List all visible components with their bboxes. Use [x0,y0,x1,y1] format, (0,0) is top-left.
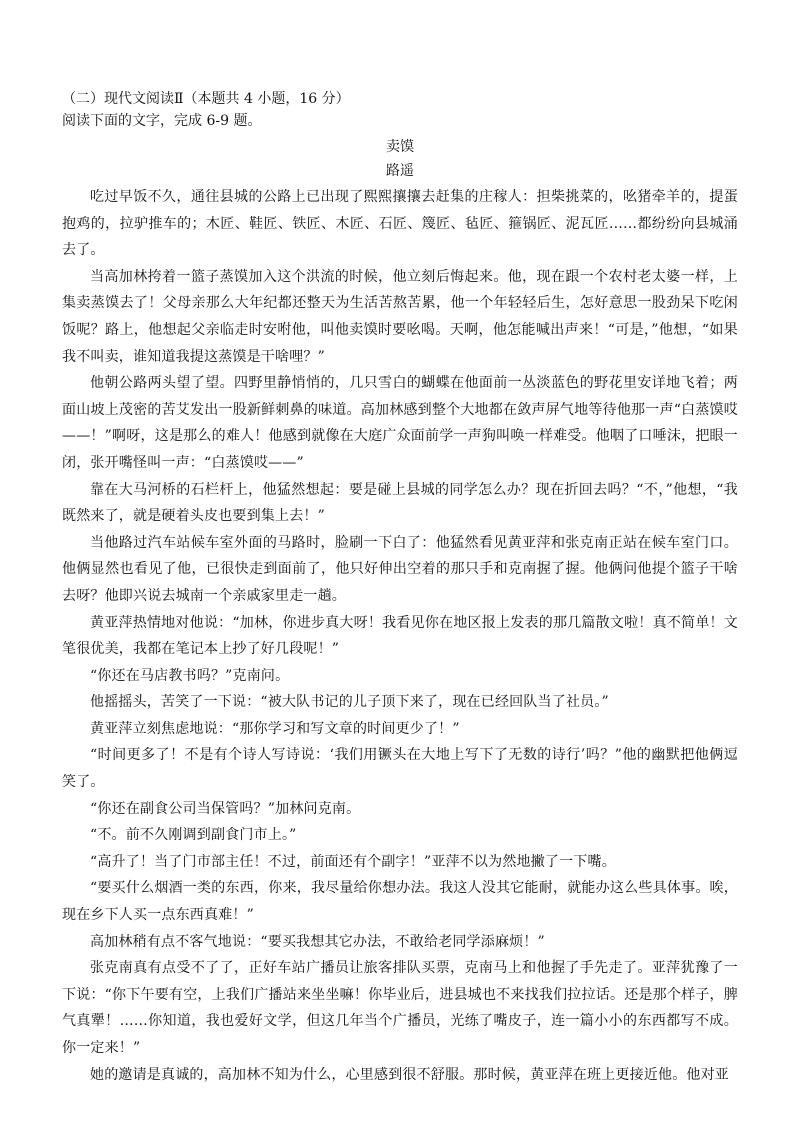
paragraph: 当他路过汽车站候车室外面的马路时，脸刷一下白了：他猛然看见黄亚萍和张克南正站在候车室门口。他俩显然也看见了他，已很快走到面前了，他只好伸出空着的那只手和克南握了握。他俩问他提个篮子干啥去呀？他即兴说去城南一个亲戚家里走一趟。 [62,534,738,604]
paragraph: 他摇摇头，苦笑了一下说：“被大队书记的儿子顶下来了，现在已经回队当了社员。” [90,694,609,711]
article-author: 路遥 [386,163,414,179]
paragraph: 他朝公路两头望了望。四野里静悄悄的，几只雪白的蝴蝶在他面前一丛淡蓝色的野花里安详地飞着；两面山坡上茂密的苦艾发出一股新鲜刺鼻的味道。高加林感到整个大地都在敛声屏气地等待他那一声“白蒸馍哎——！”啊呀，这是那么的难人！他感到就像在大庭广众面前学一声狗叫唤一样难受。他咽了口唾沫，把眼一闭，张开嘴怪叫一声：“白蒸馍哎——” [62,375,738,471]
paragraph: 靠在大马河桥的石栏杆上，他猛然想起：要是碰上县城的同学怎么办？现在折回去吗？“不，”他想，“我既然来了，就是硬着头皮也要到集上去！” [62,481,738,525]
paragraph: 张克南真有点受不了了，正好车站广播员让旅客排队买票，克南马上和他握了手先走了。亚萍犹豫了一下说：“你下午要有空，上我们广播站来坐坐嘛！你毕业后，进县城也不来找我们拉拉话。还是那个样子，脾气真犟！……你知道，我也爱好文学，但这几年当个广播员，光练了嘴皮子，连一篇小小的东西都写不成。你一定来！” [62,960,738,1056]
paragraph: 当高加林挎着一篮子蒸馍加入这个洪流的时候，他立刻后悔起来。他，现在跟一个农村老太婆一样，上集卖蒸馍去了！父母亲那么大年纪都还整天为生活苦熬苦累，他一个年轻轻后生，怎好意思一股劲呆下吃闲饭呢？路上，他想起父亲临走时安咐他，叫他卖馍时要吆喝。天啊，他怎能喊出声来！“可是，”他想，“如果我不叫卖，谁知道我提这蒸馍是干啥哩？” [62,268,738,365]
paragraph: 高加林稍有点不客气地说：“要买我想其它办法，不敢给老同学添麻烦！” [90,933,545,950]
reading-instruction: 阅读下面的文字，完成 6-9 题。 [62,113,262,129]
paragraph: “要买什么烟酒一类的东西，你来，我尽量给你想办法。我这人没其它能耐，就能办这么些具体事。唉，现在乡下人买一点东西真难！” [62,880,738,924]
paragraph: “你还在副食公司当保管吗？”加林问克南。 [90,800,361,817]
document-page [62,88,738,1088]
paragraph: “高升了！当了门市部主任！不过，前面还有个副字！”亚萍不以为然地撇了一下嘴。 [90,853,616,870]
paragraph: “你还在马店教书吗？”克南问。 [90,667,290,684]
paragraph: 黄亚萍热情地对他说：“加林，你进步真大呀！我看见你在地区报上发表的那几篇散文啦！真不简单！文笔很优美，我都在笔记本上抄了好几段呢！” [62,614,738,658]
paragraph: 吃过早饭不久，通往县城的公路上已出现了熙熙攘攘去赶集的庄稼人：担柴挑菜的，吆猪牵羊的，提蛋抱鸡的，拉驴推车的；木匠、鞋匠、铁匠、木匠、石匠、篾匠、毡匠、箍锅匠、泥瓦匠……都纷纷向县城涌去了。 [62,189,738,259]
paragraph: 黄亚萍立刻焦虑地说：“那你学习和写文章的时间更少了！” [90,720,460,737]
paragraph: “不。前不久刚调到副食门市上。” [90,827,297,844]
paragraph: “时间更多了！不是有个诗人写诗说：‘我们用镢头在大地上写下了无数的诗行’吗？”他的幽默把他俩逗笑了。 [62,747,738,791]
section-heading: （二）现代文阅读Ⅱ（本题共 4 小题，16 分） [62,91,350,107]
paragraph: 她的邀请是真诚的，高加林不知为什么，心里感到很不舒服。那时候，黄亚萍在班上更接近他。他对亚 [90,1066,729,1083]
article-body [62,184,738,1088]
article-title: 卖馍 [386,139,414,155]
